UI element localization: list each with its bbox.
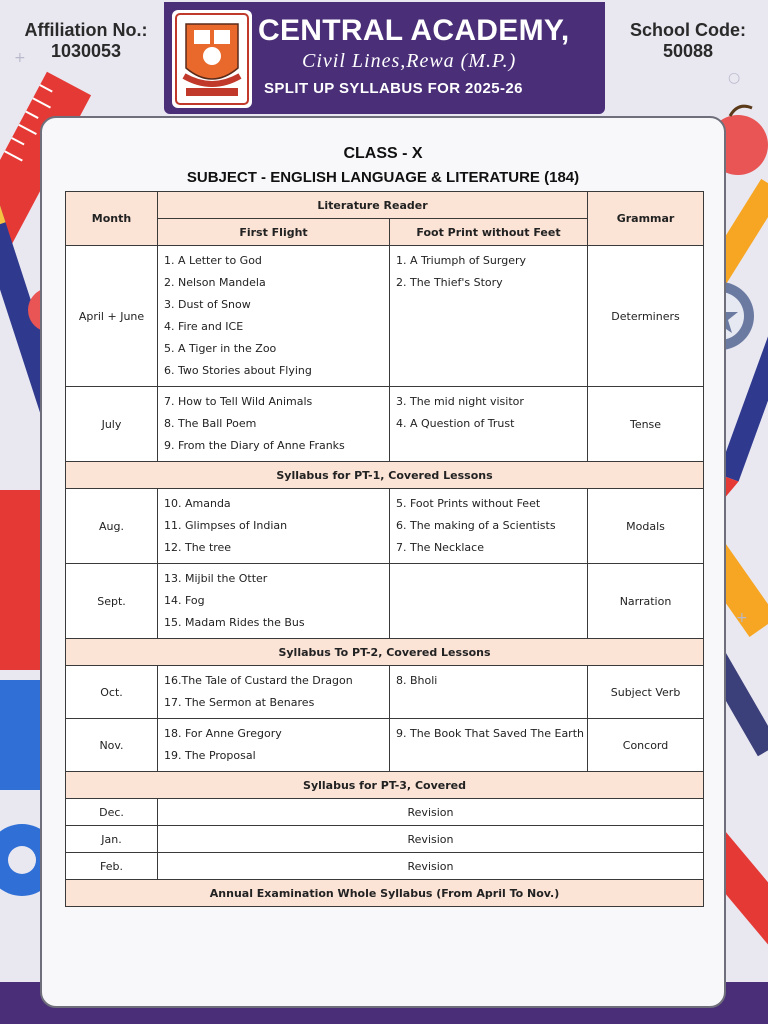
lesson-item: 5. Foot Prints without Feet [396, 497, 541, 510]
footprint-cell [390, 666, 588, 719]
lesson-item: 7. The Necklace [396, 541, 484, 554]
lesson-item: 19. The Proposal [164, 749, 256, 762]
month-cell: Nov. [66, 719, 158, 772]
first-flight-cell [158, 666, 390, 719]
lesson-item: 9. The Book That Saved The Earth [396, 727, 584, 740]
pt1-band: Syllabus for PT-1, Covered Lessons [66, 462, 704, 489]
lesson-item: 17. The Sermon at Benares [164, 696, 315, 709]
syllabus-subtitle: SPLIT UP SYLLABUS FOR 2025-26 [264, 80, 523, 97]
revision-cell: Revision [158, 799, 704, 826]
first-flight-cell [158, 719, 390, 772]
lesson-item: 2. Nelson Mandela [164, 276, 266, 289]
grammar-cell: Concord [588, 719, 704, 772]
syllabus-table [65, 191, 704, 907]
col-header-grammar: Grammar [588, 192, 704, 246]
grammar-cell: Tense [588, 387, 704, 462]
lesson-item: 3. The mid night visitor [396, 395, 524, 408]
pt2-band-row [66, 639, 704, 666]
month-cell: Aug. [66, 489, 158, 564]
table-row [66, 799, 704, 826]
school-code-number: 50088 [662, 41, 714, 61]
lesson-item: 11. Glimpses of Indian [164, 519, 288, 532]
subject-title: SUBJECT - ENGLISH LANGUAGE & LITERATURE (184) [186, 169, 580, 186]
lesson-item: 5. A Tiger in the Zoo [164, 342, 277, 355]
month-cell: Sept. [66, 564, 158, 639]
pt3-band-row [66, 772, 704, 799]
lesson-item: 1. A Letter to God [164, 254, 262, 267]
affiliation-number: 1030053 [50, 41, 122, 61]
table-row [66, 246, 704, 387]
lesson-item: 2. The Thief's Story [396, 276, 503, 289]
table-row [66, 719, 704, 772]
lesson-item: 15. Madam Rides the Bus [164, 616, 305, 629]
affiliation-label: Affiliation No.: [24, 20, 148, 40]
lesson-item: 13. Mijbil the Otter [164, 572, 268, 585]
footprint-cell [390, 489, 588, 564]
month-cell: Jan. [66, 826, 158, 853]
first-flight-cell [158, 387, 390, 462]
annual-band-row [66, 880, 704, 907]
col-header-footprint: Foot Print without Feet [390, 219, 588, 246]
lesson-item: 9. From the Diary of Anne Franks [164, 439, 345, 452]
first-flight-cell [158, 246, 390, 387]
header-banner [164, 2, 605, 114]
grammar-cell: Determiners [588, 246, 704, 387]
pt3-band: Syllabus for PT-3, Covered [66, 772, 704, 799]
month-cell: Feb. [66, 853, 158, 880]
affiliation-block [18, 20, 154, 62]
first-flight-cell [158, 489, 390, 564]
lesson-item: 8. The Ball Poem [164, 417, 257, 430]
lesson-item: 4. Fire and ICE [164, 320, 244, 333]
lesson-item: 7. How to Tell Wild Animals [164, 395, 313, 408]
lesson-item: 6. The making of a Scientists [396, 519, 556, 532]
month-cell: April + June [66, 246, 158, 387]
month-cell: July [66, 387, 158, 462]
col-header-first-flight: First Flight [158, 219, 390, 246]
first-flight-cell [158, 564, 390, 639]
school-code-label: School Code: [630, 20, 746, 40]
table-row [66, 489, 704, 564]
school-crest-icon [172, 10, 252, 108]
pt2-band: Syllabus To PT-2, Covered Lessons [66, 639, 704, 666]
lesson-item: 6. Two Stories about Flying [164, 364, 312, 377]
lesson-item: 10. Amanda [164, 497, 231, 510]
table-row [66, 387, 704, 462]
revision-cell: Revision [158, 853, 704, 880]
lesson-item: 3. Dust of Snow [164, 298, 251, 311]
table-row [66, 853, 704, 880]
school-name: CENTRAL ACADEMY, [258, 14, 570, 47]
col-header-literature: Literature Reader [158, 192, 588, 219]
lesson-item: 8. Bholi [396, 674, 438, 687]
grammar-cell: Modals [588, 489, 704, 564]
month-cell: Oct. [66, 666, 158, 719]
pt1-band-row [66, 462, 704, 489]
footprint-cell [390, 564, 588, 639]
revision-cell: Revision [158, 826, 704, 853]
lesson-item: 16.The Tale of Custard the Dragon [164, 674, 353, 687]
grammar-cell: Narration [588, 564, 704, 639]
lesson-item: 12. The tree [164, 541, 232, 554]
school-code-block [618, 20, 758, 62]
grammar-cell: Subject Verb [588, 666, 704, 719]
lesson-item: 14. Fog [164, 594, 205, 607]
lesson-item: 4. A Question of Trust [396, 417, 515, 430]
school-address: Civil Lines,Rewa (M.P.) [302, 50, 517, 72]
footprint-cell [390, 387, 588, 462]
table-row [66, 826, 704, 853]
month-cell: Dec. [66, 799, 158, 826]
lesson-item: 1. A Triumph of Surgery [396, 254, 526, 267]
table-row [66, 564, 704, 639]
annual-exam-band: Annual Examination Whole Syllabus (From April To Nov.) [66, 880, 704, 907]
class-title: CLASS - X [343, 145, 423, 162]
footprint-cell [390, 719, 588, 772]
col-header-month: Month [66, 192, 158, 246]
footprint-cell [390, 246, 588, 387]
table-row [66, 666, 704, 719]
lesson-item: 18. For Anne Gregory [164, 727, 282, 740]
